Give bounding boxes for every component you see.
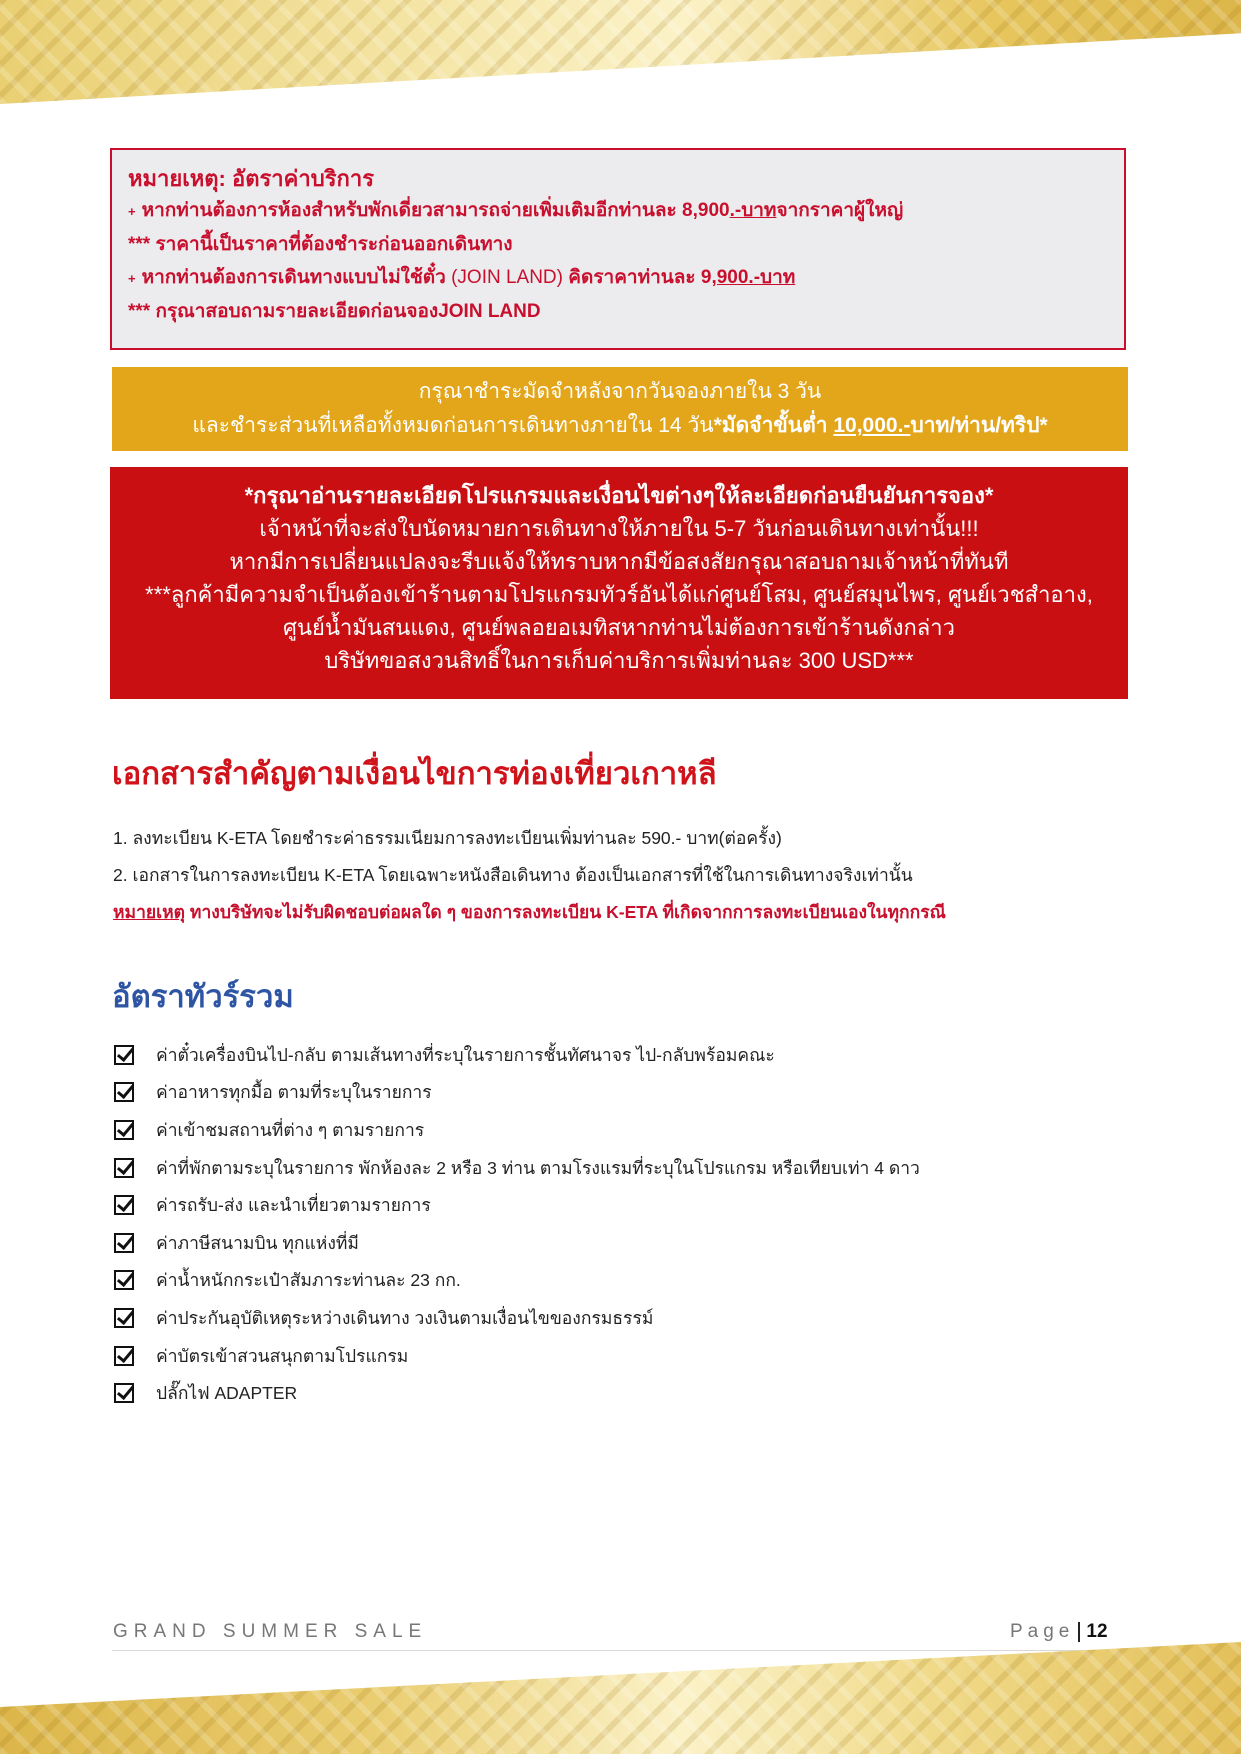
tour-rate-heading: อัตราทัวร์รวม: [112, 979, 294, 1014]
note-single-room-line: [128, 194, 1108, 228]
checkbox-checked-icon: [114, 1383, 134, 1403]
inclusion-item: [114, 1149, 920, 1187]
checkbox-checked-icon: [114, 1120, 134, 1140]
page-label: Page: [1010, 1621, 1075, 1642]
deposit-line-2: [112, 409, 1128, 443]
inclusions-list: [114, 1036, 920, 1412]
inclusion-text: ค่าตั๋วเครื่องบินไป-กลับ ตามเส้นทางที่ระบุในรายการชั้นทัศนาจร ไป-กลับพร้อมคณะ: [156, 1044, 775, 1065]
note-title: หมายเหตุ: อัตราค่าบริการ: [128, 166, 375, 191]
deposit-min-unit: บาท/ท่าน/ทริป*: [910, 414, 1048, 437]
deposit-text: และชำระส่วนที่เหลือทั้งหมดก่อนการเดินทางภายใน 14 วัน: [192, 414, 714, 437]
note-text: คิดราคาท่านละ 9: [568, 267, 712, 288]
inclusion-item: [114, 1036, 920, 1074]
inclusion-text: ค่าประกันอุบัติเหตุระหว่างเดินทาง วงเงินตามเงื่อนไขของกรมธรรม์: [156, 1307, 654, 1328]
inclusion-text: ค่าน้ำหนักกระเป๋าสัมภาระท่านละ 23 กก.: [156, 1270, 461, 1291]
checkbox-checked-icon: [114, 1082, 134, 1102]
warning-line: บริษัทขอสงวนสิทธิ์ในการเก็บค่าบริการเพิ่มท่านละ 300 USD***: [324, 648, 914, 673]
deposit-box: [112, 367, 1128, 451]
inclusion-item: [114, 1111, 920, 1149]
checkbox-checked-icon: [114, 1270, 134, 1290]
remark-text: ทางบริษัทจะไม่รับผิดชอบต่อผลใด ๆ ของการลงทะเบียน K-ETA ที่เกิดจากการลงทะเบียนเองในทุกกรณี: [185, 902, 946, 922]
inclusion-text: ค่าที่พักตามระบุในรายการ พักห้องละ 2 หรือ 3 ท่าน ตามโรงแรมที่ระบุในโปรแกรม หรือเทียบเท่า 4 ดาว: [156, 1157, 920, 1178]
warning-line: เจ้าหน้าที่จะส่งใบนัดหมายการเดินทางให้ภายใน 5-7 วันก่อนเดินทางเท่านั้น!!!: [259, 516, 979, 541]
gold-pattern-header-band: [0, 0, 1241, 104]
document-item: 2. เอกสารในการลงทะเบียน K-ETA โดยเฉพาะหนังสือเดินทาง ต้องเป็นเอกสารที่ใช้ในการเดินทางจริงเท่านั้น: [113, 865, 913, 885]
footer-page-indicator: [1010, 1621, 1108, 1643]
warning-line: หากมีการเปลี่ยนแปลงจะรีบแจ้งให้ทราบหากมีข้อสงสัยกรุณาสอบถามเจ้าหน้าที่ทันที: [229, 549, 1009, 574]
inclusion-item: [114, 1186, 920, 1224]
note-join-land-line: [128, 261, 1108, 295]
warning-line: ศูนย์น้ำมันสนแดง, ศูนย์พลอยอเมทิสหากท่านไม่ต้องการเข้าร้านดังกล่าว: [283, 615, 955, 640]
document-item: 1. ลงทะเบียน K-ETA โดยชำระค่าธรรมเนียมการลงทะเบียนเพิ่มท่านละ 590.- บาท(ต่อครั้ง): [113, 828, 782, 848]
note-text-underlined: .-บาท: [729, 200, 777, 221]
inclusion-item: [114, 1224, 920, 1262]
documents-list: [113, 820, 946, 931]
note-text: หากท่านต้องการเดินทางแบบไม่ใช้ตั๋ว: [141, 267, 446, 288]
rate-note-box: [110, 148, 1126, 350]
deposit-min-label: *มัดจำขั้นต่ำ: [713, 414, 834, 437]
warning-line: ***ลูกค้ามีความจำเป็นต้องเข้าร้านตามโปรแกรมทัวร์อันได้แก่ศูนย์โสม, ศูนย์สมุนไพร, ศูนย์เวชสำอาง,: [145, 582, 1093, 607]
note-text-underlined: ,900.-บาท: [711, 267, 796, 288]
remark-label: หมายเหตุ: [113, 902, 186, 922]
inclusion-text: ปลั๊กไฟ ADAPTER: [156, 1383, 298, 1404]
page-number: 12: [1086, 1621, 1108, 1642]
note-text-plain: (JOIN LAND): [445, 267, 569, 288]
inclusion-text: ค่าภาษีสนามบิน ทุกแห่งที่มี: [156, 1232, 359, 1253]
inclusion-item: [114, 1074, 920, 1112]
footer-brand: GRAND SUMMER SALE: [113, 1621, 428, 1642]
note-pay-before-line: *** ราคานี้เป็นราคาที่ต้องชำระก่อนออกเดินทาง: [128, 234, 513, 255]
checkbox-checked-icon: [114, 1195, 134, 1215]
inclusion-item: [114, 1262, 920, 1300]
note-join-land-inquiry-line: *** กรุณาสอบถามรายละเอียดก่อนจองJOIN LAND: [128, 301, 541, 322]
plus-bullet: +: [128, 204, 136, 219]
inclusion-text: ค่ารถรับ-ส่ง และนำเที่ยวตามรายการ: [156, 1195, 431, 1216]
deposit-line-1: กรุณาชำระมัดจำหลังจากวันจองภายใน 3 วัน: [418, 380, 822, 403]
checkbox-checked-icon: [114, 1308, 134, 1328]
page-separator: [1078, 1622, 1080, 1642]
warning-line: *กรุณาอ่านรายละเอียดโปรแกรมและเงื่อนไขต่างๆให้ละเอียดก่อนยืนยันการจอง*: [244, 483, 994, 508]
footer-divider: [112, 1650, 1126, 1651]
checkbox-checked-icon: [114, 1045, 134, 1065]
plus-bullet: +: [128, 271, 136, 286]
inclusion-text: ค่าบัตรเข้าสวนสนุกตามโปรแกรม: [156, 1345, 409, 1366]
inclusion-text: ค่าเข้าชมสถานที่ต่าง ๆ ตามรายการ: [156, 1119, 425, 1140]
deposit-min-amount: 10,000.-: [833, 414, 911, 437]
checkbox-checked-icon: [114, 1158, 134, 1178]
inclusion-item: [114, 1374, 920, 1412]
document-remark: [113, 894, 946, 931]
inclusion-text: ค่าอาหารทุกมื้อ ตามที่ระบุในรายการ: [156, 1082, 432, 1103]
warning-box: [110, 467, 1128, 699]
note-text: หากท่านต้องการห้องสำหรับพักเดี่ยวสามารถจ่ายเพิ่มเติมอีกท่านละ 8,900: [141, 200, 730, 221]
inclusion-item: [114, 1299, 920, 1337]
checkbox-checked-icon: [114, 1346, 134, 1366]
inclusion-item: [114, 1337, 920, 1375]
checkbox-checked-icon: [114, 1233, 134, 1253]
documents-heading: เอกสารสำคัญตามเงื่อนไขการท่องเที่ยวเกาหลี: [112, 756, 717, 791]
gold-pattern-footer-band: [0, 1642, 1241, 1754]
note-text: จากราคาผู้ใหญ่: [776, 200, 904, 221]
